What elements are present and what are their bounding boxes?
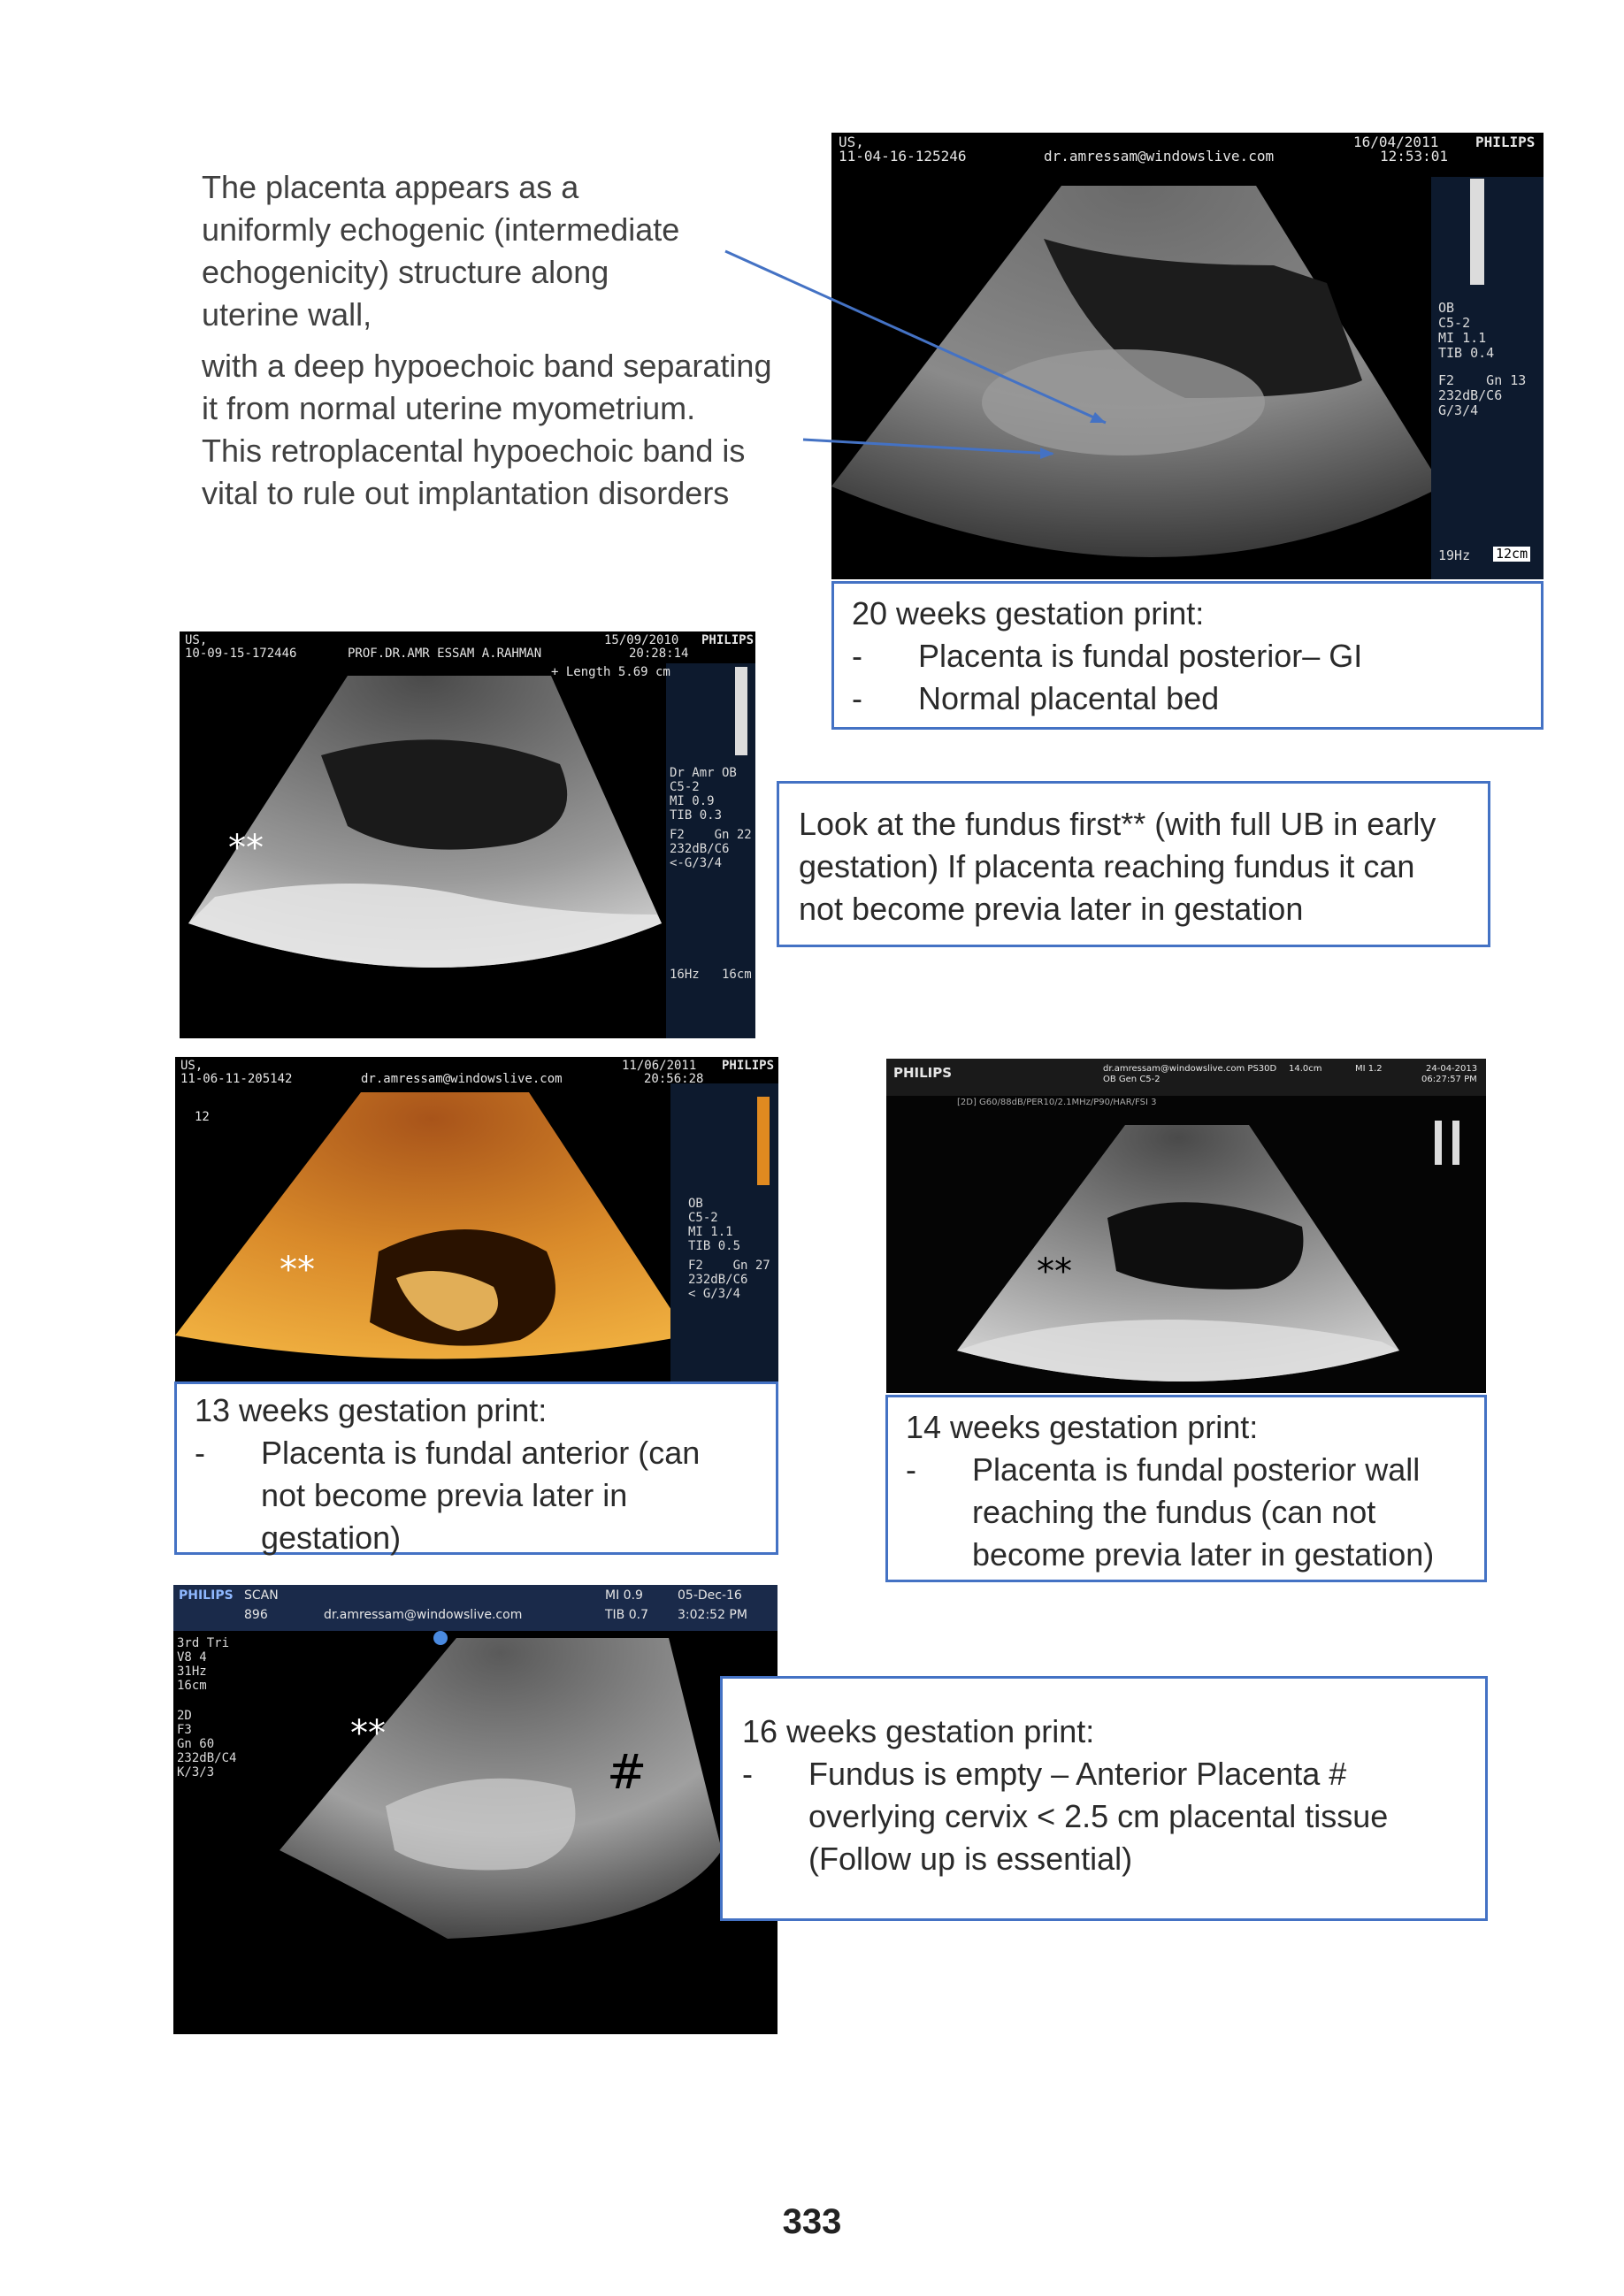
caption-item-cont: become previa later in gestation) <box>972 1536 1435 1573</box>
intro-line: uterine wall, <box>202 296 372 333</box>
scan-time: 20:56:28 <box>644 1072 704 1086</box>
scan-date: 24-04-2013 <box>1426 1064 1478 1074</box>
caption-16-weeks <box>720 1676 1488 1921</box>
scan-depth: 14.0cm <box>1289 1064 1322 1074</box>
scan-name: PROF.DR.AMR ESSAM A.RAHMAN <box>348 647 542 661</box>
scan-header-label: US, <box>185 633 208 647</box>
scan-id: 10-09-15-172446 <box>185 647 297 661</box>
fundus-line: not become previa later in gestation <box>799 891 1304 927</box>
scan-length: + Length 5.69 cm <box>551 665 670 679</box>
caption-13-weeks <box>174 1381 778 1555</box>
scan-params-2: F2 Gn 22 232dB/C6 <-G/3/4 <box>670 828 752 870</box>
scan-date: 11/06/2011 <box>622 1059 697 1073</box>
page-number: 333 <box>782 2202 842 2241</box>
caption-item-cont: gestation) <box>261 1519 402 1556</box>
scan-depth: 12cm <box>1493 547 1530 562</box>
scan-brand: PHILIPS <box>1475 134 1536 150</box>
ultrasound-image-16-weeks <box>173 1585 778 2034</box>
fundus-marker: ** <box>1037 1251 1072 1292</box>
scan-header-label: US, <box>839 134 864 150</box>
placenta-marker: # <box>607 1744 647 1800</box>
intro-line: with a deep hypoechoic band separating <box>202 348 772 384</box>
fundus-marker: ** <box>280 1250 315 1290</box>
caption-20-weeks <box>831 581 1544 730</box>
scan-email: dr.amressam@windowslive.com <box>324 1608 523 1622</box>
intro-line: it from normal uterine myometrium. <box>202 390 696 426</box>
arrow-line <box>725 251 1106 423</box>
caption-title: 16 weeks gestation print: <box>742 1713 1095 1749</box>
fundus-marker: ** <box>228 828 264 869</box>
ultrasound-sector <box>886 1059 1486 1393</box>
ultrasound-image-fundus <box>180 631 755 1038</box>
scan-date: 15/09/2010 <box>604 633 679 647</box>
scan-params: OB C5-2 MI 1.1 TIB 0.4 <box>1438 300 1495 361</box>
caption-item-cont: (Follow up is essential) <box>808 1841 1133 1877</box>
fundus-note <box>777 781 1490 947</box>
caption-title: 13 weeks gestation print: <box>195 1392 548 1428</box>
scan-date: 16/04/2011 <box>1353 134 1439 150</box>
scan-freq: 19Hz <box>1438 547 1471 563</box>
scan-params-2: F2 Gn 13 232dB/C6 G/3/4 <box>1438 372 1527 418</box>
caption-title: 14 weeks gestation print: <box>906 1409 1259 1445</box>
scan-brand: PHILIPS <box>893 1065 953 1081</box>
scan-brand: PHILIPS <box>179 1588 234 1603</box>
annotation-arrows <box>0 0 1624 619</box>
scan-freq: 16Hz 16cm <box>670 968 752 982</box>
arrow-head <box>1040 448 1054 459</box>
scan-params-2: 2D F3 Gn 60 232dB/C4 K/3/3 <box>177 1709 237 1779</box>
scan-params-2: F2 Gn 27 232dB/C6 < G/3/4 <box>688 1259 770 1301</box>
fundus-marker: ** <box>350 1713 386 1754</box>
scan-info: dr.amressam@windowslive.com PS30D <box>1103 1064 1277 1074</box>
fundus-line: Look at the fundus first** (with full UB in early <box>799 806 1436 842</box>
ultrasound-image-13-weeks <box>175 1057 778 1382</box>
scan-brand: PHILIPS <box>701 633 755 647</box>
arrow-line <box>803 440 1053 454</box>
caption-item: - Fundus is empty – Anterior Placenta # <box>742 1756 1347 1792</box>
scan-mi: MI 0.9 <box>605 1588 643 1603</box>
scan-id: 11-06-11-205142 <box>180 1072 293 1086</box>
scan-number: 12 <box>195 1110 210 1124</box>
caption-item-cont: reaching the fundus (can not <box>972 1494 1376 1530</box>
intro-line: This retroplacental hypoechoic band is <box>202 432 746 469</box>
scan-mode: SCAN <box>244 1588 279 1603</box>
scan-number: 896 <box>244 1608 268 1622</box>
intro-line: The placenta appears as a <box>202 169 579 205</box>
caption-item: - Placenta is fundal posterior wall <box>906 1451 1421 1488</box>
scan-time: 20:28:14 <box>629 647 689 661</box>
intro-line: uniformly echogenic (intermediate <box>202 211 680 248</box>
caption-item: - Placenta is fundal anterior (can <box>195 1435 701 1471</box>
scan-time: 12:53:01 <box>1380 148 1449 165</box>
caption-item: - Placenta is fundal posterior– GI <box>852 638 1363 674</box>
scan-mi: MI 1.2 <box>1355 1064 1383 1074</box>
caption-item-cont: not become previa later in <box>261 1477 628 1513</box>
caption-14-weeks <box>885 1395 1487 1582</box>
scan-email: dr.amressam@windowslive.com <box>361 1072 563 1086</box>
scan-id: 11-04-16-125246 <box>839 148 967 165</box>
scan-params: 3rd Tri V8 4 31Hz 16cm <box>177 1636 230 1693</box>
scan-params: Dr Amr OB C5-2 MI 0.9 TIB 0.3 <box>670 766 737 823</box>
scan-params: OB C5-2 MI 1.1 TIB 0.5 <box>688 1197 741 1253</box>
caption-item-cont: overlying cervix < 2.5 cm placental tissue <box>808 1798 1389 1834</box>
fundus-line: gestation) If placenta reaching fundus it can <box>799 848 1415 884</box>
ultrasound-image-14-weeks <box>886 1059 1486 1393</box>
scan-time: 3:02:52 PM <box>678 1608 747 1622</box>
intro-line: echogenicity) structure along <box>202 254 609 290</box>
scan-subheader: [2D] G60/88dB/PER10/2.1MHz/P90/HAR/FSI 3 <box>957 1098 1157 1107</box>
intro-line: vital to rule out implantation disorders <box>202 475 730 511</box>
scan-date: 05-Dec-16 <box>678 1588 742 1603</box>
scan-tib: TIB 0.7 <box>605 1608 648 1622</box>
scan-email: dr.amressam@windowslive.com <box>1044 148 1275 165</box>
scan-header-label: US, <box>180 1059 203 1073</box>
ultrasound-sector <box>173 1585 778 2034</box>
caption-title: 20 weeks gestation print: <box>852 595 1205 631</box>
scan-brand: PHILIPS <box>722 1059 775 1073</box>
scan-info-2: OB Gen C5-2 <box>1103 1075 1161 1084</box>
caption-item: - Normal placental bed <box>852 680 1220 716</box>
scan-time: 06:27:57 PM <box>1421 1075 1477 1084</box>
